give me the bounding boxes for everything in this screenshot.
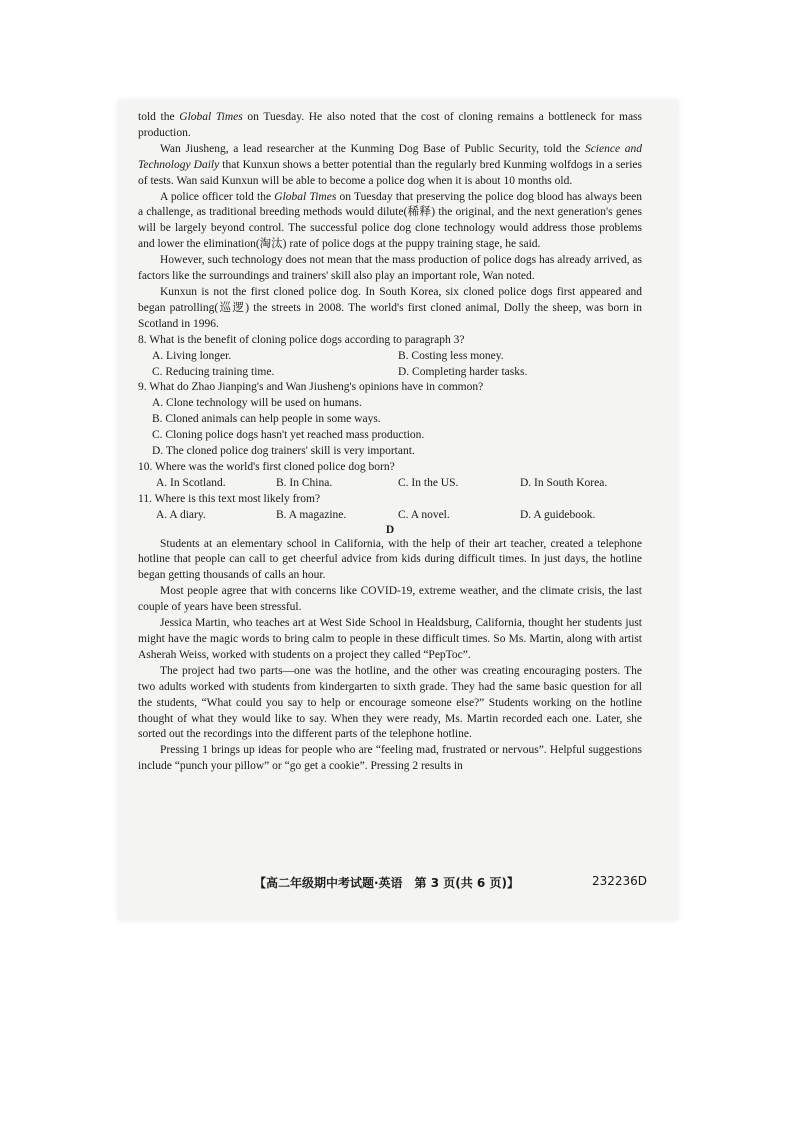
option-b: B. Cloned animals can help people in some ways. <box>152 413 381 426</box>
option-a: A. In Scotland. <box>156 476 226 489</box>
option-d: D. Completing harder tasks. <box>398 365 528 378</box>
passage-c-paragraph-4: However, such technology does not mean that the mass production of police dogs has already arrived, as factors like the surroundings and trainers' skill also play an important role, Wan noted. <box>138 254 642 283</box>
passage-d-paragraph-1: Students at an elementary school in California, with the help of their art teacher, created a telephone hotline that people can call to get cheerful advice from kids during difficult times. In just days, the hotline began getting thousands of calls an hour. <box>138 537 642 582</box>
question-10 <box>138 460 642 492</box>
question-stem: 11. Where is this text most likely from? <box>138 492 321 505</box>
passage-d-paragraph-3: Jessica Martin, who teaches art at West Side School in Healdsburg, California, thought her students just might have the magic words to bring calm to people in these difficult times. So Ms. Martin, along with artist Asherah Weiss, worked with students on a project they called “PepToc”. <box>138 617 642 661</box>
passage-d-label: D <box>385 523 395 536</box>
option-d: D. A guidebook. <box>520 508 596 521</box>
question-8 <box>138 333 642 381</box>
option-b: B. A magazine. <box>276 508 347 521</box>
page-footer <box>254 874 654 891</box>
option-b: B. Costing less money. <box>398 349 504 362</box>
option-c: C. Reducing training time. <box>152 365 275 378</box>
question-stem: 9. What do Zhao Jianping's and Wan Jiusheng's opinions have in common? <box>138 381 484 394</box>
option-c: C. A novel. <box>398 508 450 521</box>
option-a: A. Clone technology will be used on humans. <box>152 397 362 410</box>
question-stem: 8. What is the benefit of cloning police dogs according to paragraph 3? <box>138 333 465 346</box>
question-options <box>138 349 642 381</box>
question-options <box>138 476 642 492</box>
option-c: C. Cloning police dogs hasn't yet reached mass production. <box>152 429 425 442</box>
option-b: B. In China. <box>276 476 333 489</box>
question-11 <box>138 492 642 524</box>
passage-c-paragraph-2: Wan Jiusheng, a lead researcher at the Kunming Dog Base of Public Security, told the Science and Technology Daily that Kunxun shows a better potential than the regularly bred Kunming wolfdogs in a series of tests. Wan said Kunxun will be able to become a police dog when it is about 10 months old. <box>138 142 642 187</box>
option-c: C. In the US. <box>398 476 459 489</box>
passage-d-paragraph-2: Most people agree that with concerns like COVID-19, extreme weather, and the climate crisis, the last couple of years have been stressful. <box>138 585 642 614</box>
passage-c-paragraph-1: told the Global Times on Tuesday. He also noted that the cost of cloning remains a bottleneck for mass production. <box>138 111 642 139</box>
passage-d-paragraph-5: Pressing 1 brings up ideas for people who are “feeling mad, frustrated or nervous”. Helpful suggestions include “punch your pillow” or “go get a cookie”. Pressing 2 results in <box>138 744 642 773</box>
question-options <box>138 508 642 524</box>
passage-d-paragraph-4: The project had two parts—one was the hotline, and the other was creating encouraging posters. The two adults worked with students from kindergarten to sixth grade. They had the same basic question for all the students, “What could you say to help or encourage someone else?” Students working on the hotline thought of what they would like to say. When they were ready, Ms. Martin recorded each one. Later, she sorted out the recordings into the different parts of the telephone hotline. <box>138 664 642 741</box>
passage-c-paragraph-3: A police officer told the Global Times on Tuesday that preserving the police dog blood has always been a challenge, as traditional breeding methods would dilute(稀释) the original, and the next generation's genes will be largely beyond control. The successful police dog clone technology would address those problems and lower the elimination(淘汰) rate of police dogs at the puppy training stage, he said. <box>138 190 642 251</box>
question-9 <box>138 380 642 460</box>
option-d: D. The cloned police dog trainers' skill is very important. <box>152 445 415 458</box>
question-options <box>138 396 642 460</box>
option-a: A. A diary. <box>156 508 206 521</box>
question-stem: 10. Where was the world's first cloned police dog born? <box>138 460 395 473</box>
paper-code: 232236D <box>592 874 648 888</box>
option-d: D. In South Korea. <box>520 476 608 489</box>
option-a: A. Living longer. <box>152 349 232 362</box>
footer-title: 【高二年级期中考试题·英语 第 3 页(共 6 页)】 <box>254 876 519 890</box>
exam-page-content <box>138 110 642 775</box>
passage-c-paragraph-5: Kunxun is not the first cloned police dog. In South Korea, six cloned police dogs first appeared and began patrolling(巡逻) the streets in 2008. The world's first cloned animal, Dolly the sheep, was born in Scotland in 1996. <box>138 285 642 330</box>
